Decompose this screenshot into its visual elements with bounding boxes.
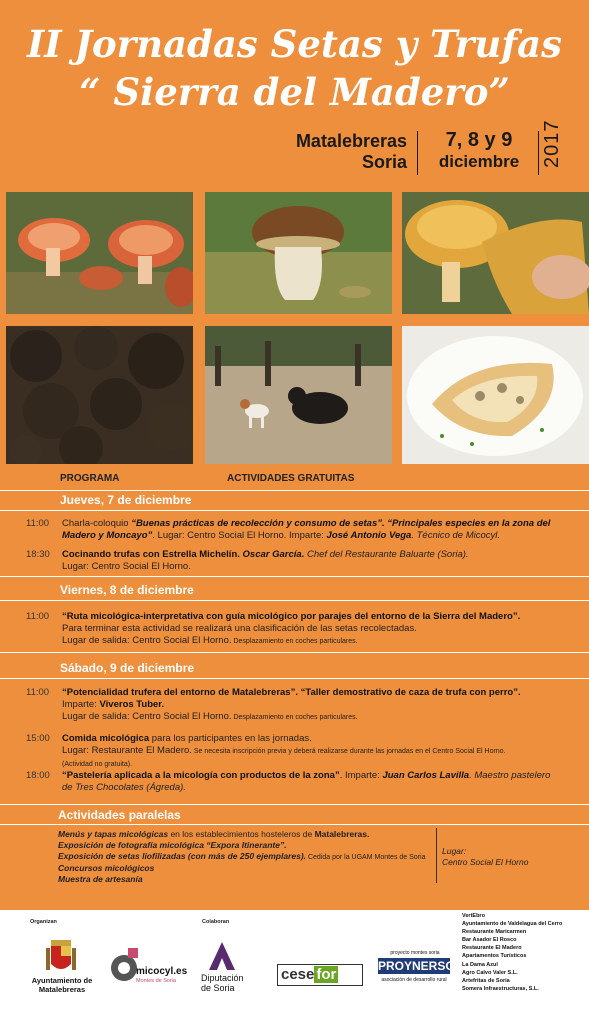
event-description — [62, 518, 572, 542]
yellow-mushroom-photo — [402, 192, 589, 314]
event-text: . Técnico de Micocyl. — [411, 530, 501, 541]
sponsor-name: Agro Calvo Valer S.L. — [462, 969, 518, 976]
cesefor-text: cese — [281, 966, 315, 983]
event-note: Desplazamiento en coches particulares. — [231, 714, 358, 721]
event-speaker: José Antonio Vega — [326, 530, 412, 541]
separator — [0, 652, 589, 653]
event-time: 11:00 — [26, 687, 50, 698]
micocyl-name: micocyl.es — [136, 966, 188, 977]
event-text: para los participantes en las jornadas. — [149, 733, 312, 744]
event-location: Lugar de salida: Centro Social El Horno. — [62, 635, 232, 646]
event-location: Lugar de salida: Centro Social El Horno. — [62, 711, 232, 722]
program-label: PROGRAMA — [60, 473, 120, 484]
event-description — [62, 549, 572, 573]
separator — [0, 824, 589, 825]
sponsor-name: Restaurante El Madero — [462, 945, 522, 952]
sponsor-name: La Dama Azul — [462, 961, 498, 968]
parallel-activities-list — [58, 829, 438, 885]
collaborator-name: de Soria — [201, 983, 235, 993]
event-description — [62, 611, 572, 648]
free-activities-label: ACTIVIDADES GRATUITAS — [227, 473, 355, 484]
coat-of-arms-icon — [44, 936, 78, 976]
parallel-text: Cedida por la UGAM Montes de Soria — [306, 854, 426, 861]
event-title: “Buenas prácticas de recolección y consumo de setas”. “Principales especies en la zona del Madero y Moncayo” — [62, 518, 551, 541]
divider — [436, 828, 437, 883]
collaborate-label: Colaboran — [202, 919, 230, 925]
title-line-2: “ Sierra del Madero” — [79, 70, 510, 114]
location-value: Centro Social El Horno — [442, 857, 529, 867]
separator — [0, 490, 589, 491]
sponsor-name: Apartamentos Turísticos — [462, 953, 527, 960]
event-description — [62, 687, 572, 724]
event-speaker: Viveros Tuber. — [99, 699, 165, 710]
event-speaker: Juan Carlos Lavilla — [382, 770, 470, 781]
event-note: Se necesita inscripción previa y deberá realizarse durante las jornadas en el Centro Social El Horno. — [191, 748, 506, 755]
parallel-text: Matalebreras. — [314, 829, 370, 839]
event-title: Cocinando trufas con Estrella Michelín. — [62, 549, 240, 560]
year: 2017 — [541, 119, 563, 168]
location-province: Soria — [361, 152, 407, 172]
parallel-text: en los establecimientos hosteleros de — [168, 829, 315, 839]
mushroom-dish-photo — [402, 326, 589, 464]
parallel-item: Exposición de setas liofilizadas (con más de 250 ejemplares). — [58, 851, 307, 861]
event-description — [62, 770, 572, 794]
event-text: . Maestro pastelero — [469, 770, 551, 781]
event-speaker: Oscar García. — [239, 549, 305, 560]
sponsor-name: Restaurante Maricarmen — [462, 929, 527, 936]
event-time: 11:00 — [26, 611, 50, 622]
event-location: Lugar: Restaurante El Madero. — [62, 745, 192, 756]
sponsor-name: Bar Asador El Rosco — [462, 937, 517, 944]
separator — [0, 576, 589, 577]
event-time: 11:00 — [26, 518, 50, 529]
day-title-thursday: Jueves, 7 de diciembre — [60, 493, 192, 507]
proynerso-subtitle: asociación de desarrollo rural — [381, 977, 447, 983]
event-time: 15:00 — [26, 733, 50, 744]
location-label: Lugar: — [442, 846, 467, 856]
organizer-name: Ayuntamiento de — [31, 976, 93, 985]
cesefor-logo — [277, 964, 363, 986]
event-location: Lugar: Centro Social El Horno. — [62, 561, 191, 572]
event-text: Charla-coloquio — [62, 518, 132, 529]
event-title: “Potencialidad trufera del entorno de Matalebreras”. “Taller demostrativo de caza de trufa con perro”. — [62, 687, 521, 698]
diputacion-name — [201, 973, 261, 993]
parallel-item: Exposición de fotografía micológica “Expora Itinerante”. — [58, 840, 287, 850]
dates — [425, 128, 533, 172]
cesefor-text: for — [316, 966, 337, 983]
event-note: (Actividad no gratuita). — [62, 761, 133, 768]
truffle-hunting-dog-photo — [205, 326, 392, 464]
title-line-1: II Jornadas Setas y Trufas — [27, 22, 562, 66]
parallel-location — [442, 846, 528, 868]
proynerso-top: proyecto montes soria — [390, 950, 440, 956]
event-text: Imparte: — [62, 699, 100, 710]
parallel-item: Concursos micológicos — [58, 863, 155, 873]
location — [296, 131, 407, 173]
sponsors-list — [462, 912, 562, 993]
event-time: 18:00 — [26, 770, 50, 781]
parallel-item: Menús y tapas micológicas — [58, 829, 169, 839]
micocyl-subtitle: Montes de Soria — [136, 978, 177, 984]
sponsor-name: Ayuntamiento de Valdelagua del Cerro — [462, 921, 563, 928]
divider — [417, 131, 418, 175]
divider — [538, 131, 539, 175]
red-mushrooms-photo — [6, 192, 193, 314]
separator — [0, 678, 589, 679]
event-text: Chef del Restaurante Baluarte (Soria). — [304, 549, 469, 560]
event-title: “Ruta micológica-interpretativa con guía micológico por parajes del entorno de la Sierra del Madero”. — [62, 611, 521, 622]
event-text: . Imparte: — [339, 770, 383, 781]
event-text: de Tres Chocolates (Ágreda). — [62, 782, 186, 793]
truffles-photo — [6, 326, 193, 464]
proynerso-logo: PROYNERSO — [378, 959, 455, 973]
porcini-mushroom-photo — [205, 192, 392, 314]
sponsor-name: Somera Infraestructuras, S.L. — [462, 985, 539, 992]
diputacion-logo-icon — [205, 940, 239, 972]
organize-label: Organizan — [30, 919, 57, 925]
event-description — [62, 733, 572, 771]
separator — [0, 600, 589, 601]
event-text: Para terminar esta actividad se realizará una clasificación de las setas recolectadas. — [62, 623, 417, 634]
event-title: Comida micológica — [62, 733, 150, 744]
day-title-saturday: Sábado, 9 de diciembre — [60, 661, 195, 675]
event-title: “Pastelería aplicada a la micología con productos de la zona” — [62, 770, 340, 781]
organizer-ayuntamiento — [22, 976, 102, 994]
organizer-name: Matalebreras — [38, 985, 86, 994]
day-title-friday: Viernes, 8 de diciembre — [60, 583, 194, 597]
sponsor-name: VertEbro — [462, 913, 485, 919]
separator — [0, 804, 589, 805]
event-text: . Lugar: Centro Social El Horno. Imparte: — [152, 530, 327, 541]
dates-days: 7, 8 y 9 — [445, 129, 513, 151]
dates-month: diciembre — [438, 152, 520, 171]
collaborator-name: Diputación — [201, 973, 244, 983]
event-note: Desplazamiento en coches particulares. — [231, 638, 358, 645]
event-time: 18:30 — [26, 549, 50, 560]
parallel-item: Muestra de artesanía — [58, 874, 143, 884]
parallel-activities-title: Actividades paralelas — [58, 808, 181, 822]
separator — [0, 510, 589, 511]
location-town: Matalebreras — [295, 131, 407, 151]
sponsor-name: Artefritas de Soria — [462, 977, 510, 984]
